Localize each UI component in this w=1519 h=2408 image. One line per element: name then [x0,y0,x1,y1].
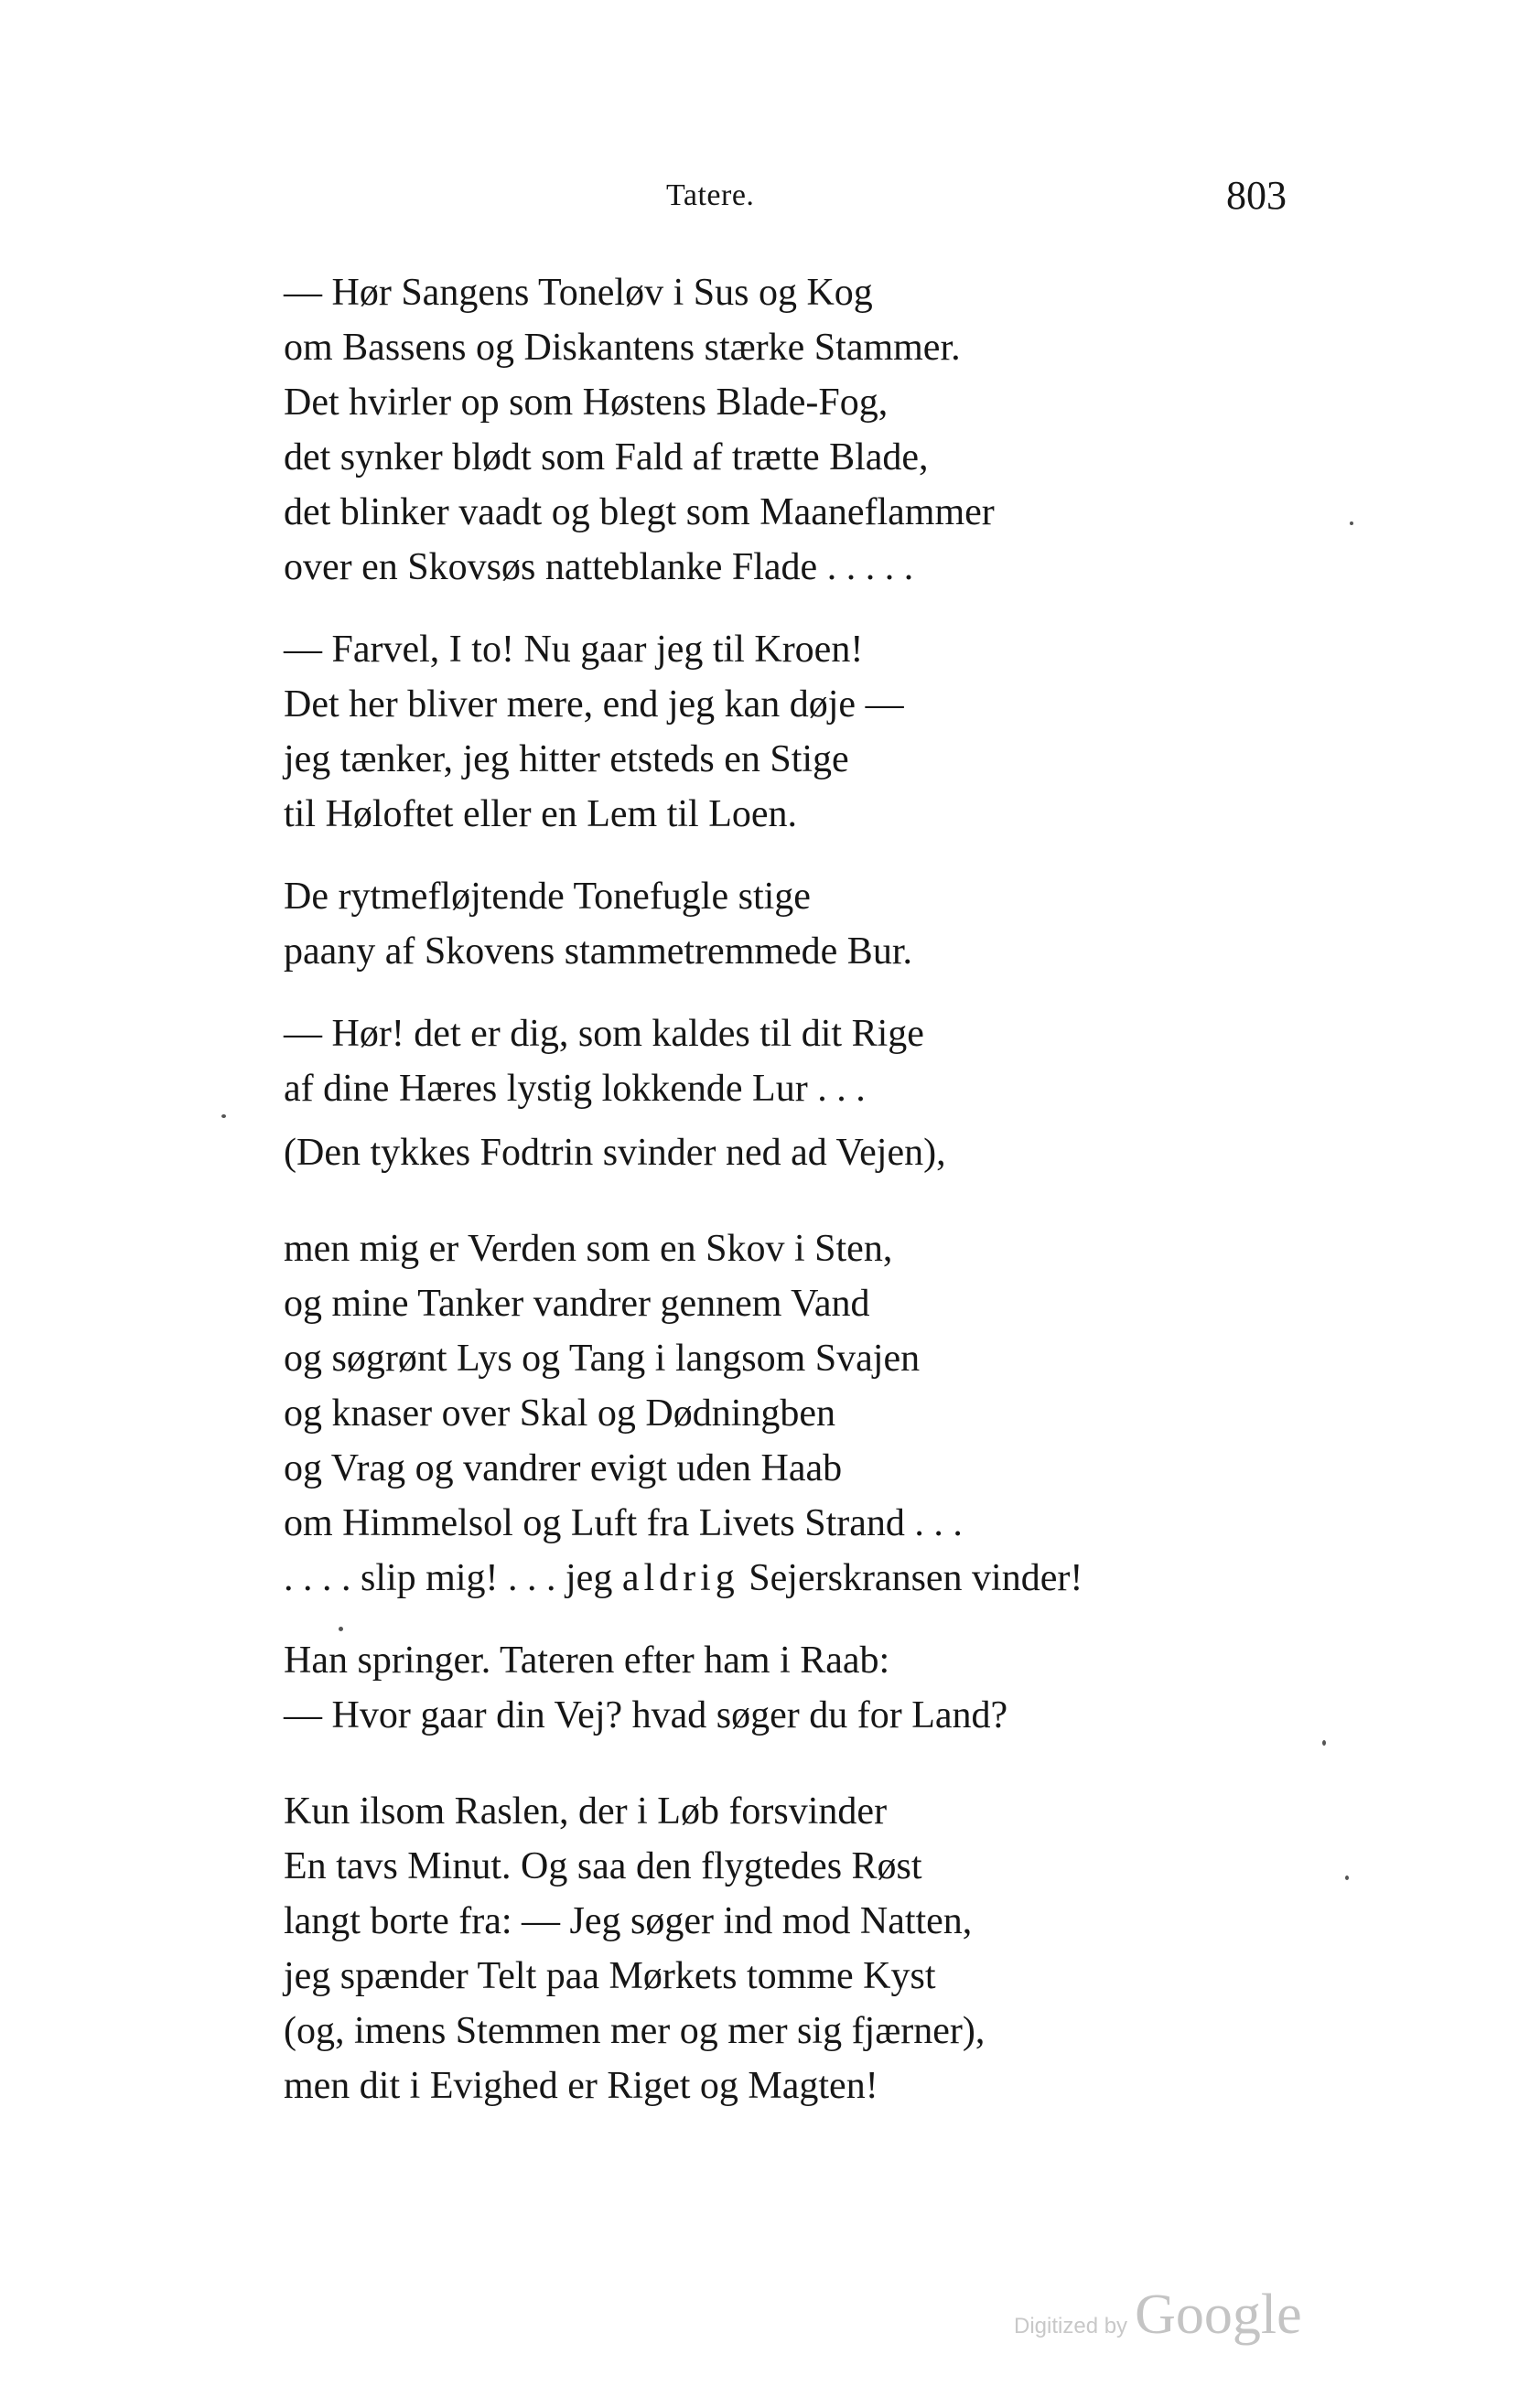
poem-line: det blinker vaadt og blegt som Maaneflammer [284,491,995,533]
running-head: Tatere. [666,178,755,212]
poem-line: af dine Hæres lystig lokkende Lur . . . [284,1068,866,1110]
poem-line: — Farvel, I to! Nu gaar jeg til Kroen! [284,629,864,671]
scan-speck [221,1114,226,1118]
poem-line: — Hør Sangens Toneløv i Sus og Kog [284,272,873,314]
poem-line: til Høloftet eller en Lem til Loen. [284,793,797,835]
poem-line: men dit i Evighed er Riget og Magten! [284,2065,878,2107]
scan-speck [1322,1740,1326,1746]
stanza-3 [284,869,1244,979]
poem-line: om Bassens og Diskantens stærke Stammer. [284,327,961,369]
line-fragment: Sejerskransen vinder! [738,1557,1083,1599]
stanza-7 [284,1633,1244,1743]
poem-line: og søgrønt Lys og Tang i langsom Svajen [284,1338,921,1380]
line-fragment: . . . . slip mig! . . . jeg [284,1557,622,1599]
digitized-watermark [1014,2283,1302,2348]
poem-line: om Himmelsol og Luft fra Livets Strand . . . [284,1502,963,1544]
stanza-5 [284,1125,1244,1180]
stanza-4 [284,1006,1244,1116]
page-number: 803 [1226,173,1287,218]
poem-line: Han springer. Tateren efter ham i Raab: [284,1639,890,1682]
poem-line: Det her bliver mere, end jeg kan døje — [284,683,904,726]
poem-line: og knaser over Skal og Dødningben [284,1392,836,1435]
poem-line: jeg spænder Telt paa Mørkets tomme Kyst [284,1955,936,1997]
google-logo: Google [1135,2284,1302,2346]
poem-line: og Vrag og vandrer evigt uden Haab [284,1447,843,1489]
poem-line: (og, imens Stemmen mer og mer sig fjærner), [284,2010,986,2052]
poem-line: langt borte fra: — Jeg søger ind mod Natten, [284,1900,973,1942]
poem-line: Det hvirler op som Høstens Blade-Fog, [284,382,889,424]
poem-line: De rytmefløjtende Tonefugle stige [284,876,811,918]
scan-speck [1345,1876,1349,1880]
scan-speck [1350,521,1353,525]
stanza-2 [284,622,1244,842]
watermark-prefix: Digitized by [1014,2314,1128,2338]
poem-line: Kun ilsom Raslen, der i Løb forsvinder [284,1790,888,1833]
scan-speck [339,1627,343,1631]
poem-line: En tavs Minut. Og saa den flygtedes Røst [284,1845,922,1887]
poem-body [284,265,1244,2113]
poem-line: det synker blødt som Fald af trætte Blade, [284,436,929,478]
stanza-8 [284,1784,1244,2113]
stanza-6 [284,1221,1244,1606]
poem-line: over en Skovsøs natteblanke Flade . . . . . [284,546,914,588]
poem-line: — Hør! det er dig, som kaldes til dit Rige [284,1013,924,1055]
poem-line: jeg tænker, jeg hitter etsteds en Stige [284,738,849,780]
stanza-1 [284,265,1244,595]
poem-line-spaced [284,1551,1244,1606]
poem-line: paany af Skovens stammetremmede Bur. [284,930,912,973]
poem-line: — Hvor gaar din Vej? hvad søger du for Land? [284,1694,1008,1736]
spaced-emphasis: aldrig [621,1557,739,1599]
poem-line: men mig er Verden som en Skov i Sten, [284,1228,893,1270]
poem-line: og mine Tanker vandrer gennem Vand [284,1283,870,1325]
poem-line: (Den tykkes Fodtrin svinder ned ad Vejen), [284,1132,946,1174]
